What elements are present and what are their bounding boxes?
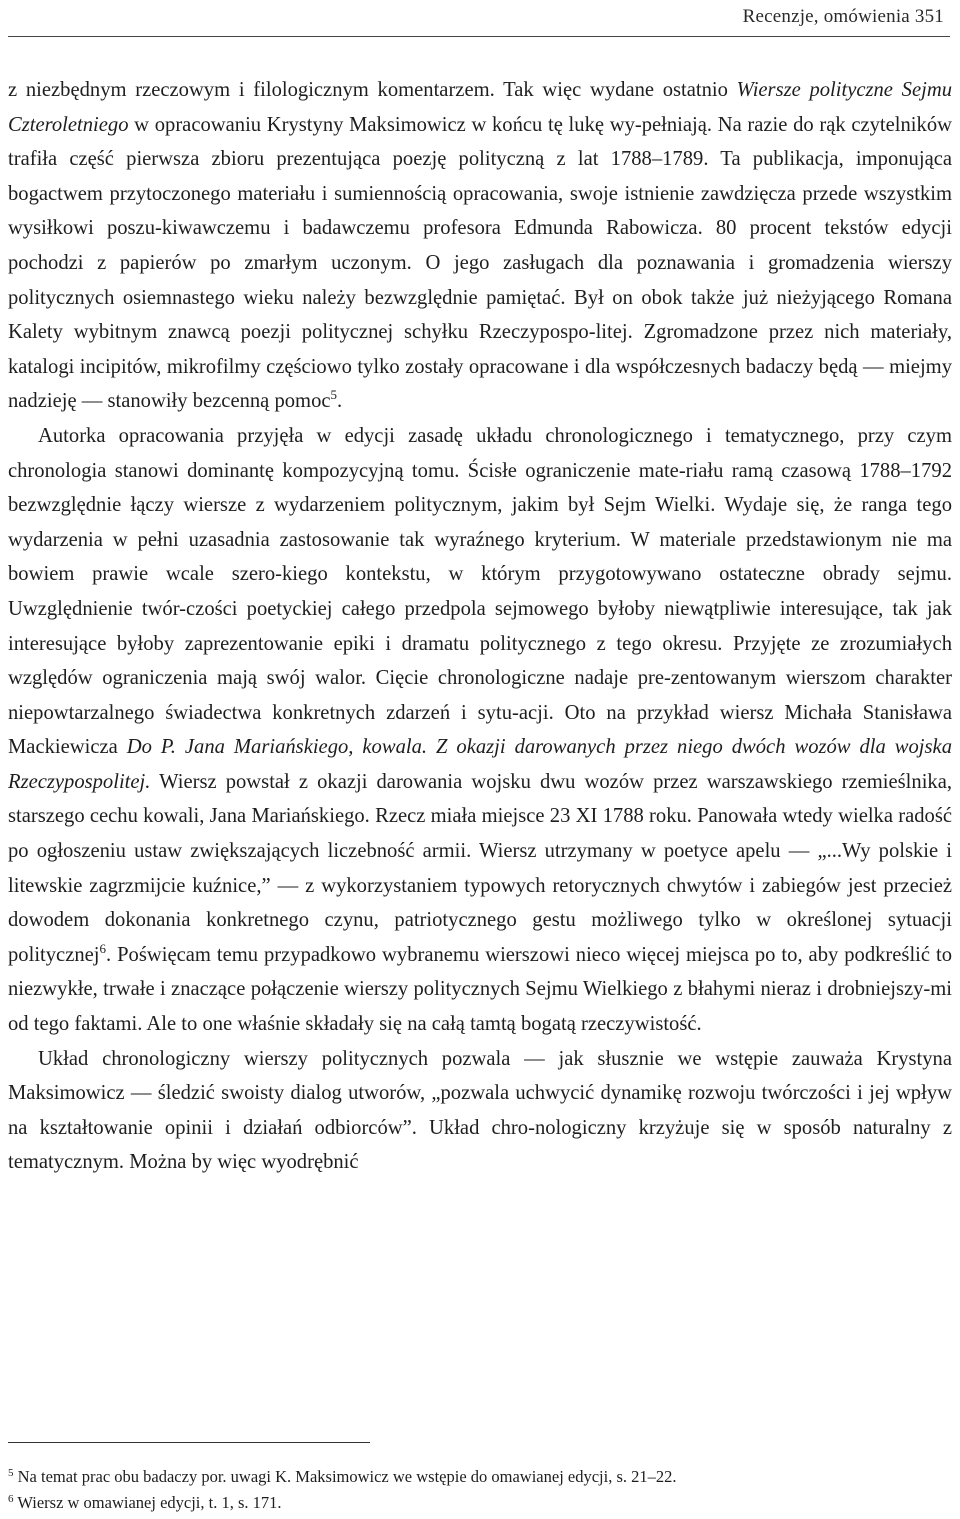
paragraph — [8, 1042, 952, 1180]
text-run: . Poświęcam temu przypadkowo wybranemu wierszowi nieco więcej miejsca po to, aby podkreślić to niezwykłe, trwałe i znaczące połączenie wierszy politycznych Sejmu Wielkiego z błahymi nieraz i drobniejszy-mi od tego faktami. Ale to one właśnie składały się na całą tamtą bogatą rzeczywistość. — [8, 943, 952, 1036]
footnotes — [8, 1464, 952, 1516]
footnote — [8, 1464, 952, 1490]
text-run: z niezbędnym rzeczowym i filologicznym komentarzem. Tak więc wydane ostatnio — [8, 79, 737, 101]
footnote-reference: 5 — [330, 387, 338, 403]
footnote-separator — [8, 1442, 370, 1443]
text-run: w opracowaniu Krystyny Maksimowicz w końcu tę lukę wy-pełniają. Na razie do rąk czytelników trafiła część pierwsza zbioru prezentująca poezję polityczną z lat 1788–1789. Ta publikacja, imponująca bogactwem przytoczonego materiału i sumiennością opracowania, swoje istnienie zawdzięcza przede wszystkim wysiłkowi poszu-kiwawczemu i badawczemu profesora Edmunda Rabowicza. 80 procent tekstów edycji pochodzi z papierów po zmarłym uczonym. O jego zasługach dla poznawania i gromadzenia wierszy politycznych osiemnastego wieku należy bezwzględnie pamiętać. Był on obok także już nieżyjącego Romana Kalety wybitnym znawcą poezji politycznej schyłku Rzeczypospo-litej. Zgromadzone przez nich materiały, katalogi incipitów, mikrofilmy częściowo tylko zostały opracowane i dla współczesnych badaczy będą — miejmy nadzieję — stanowiły bezcenną pomoc — [8, 113, 952, 413]
header-rule — [8, 36, 950, 37]
text-run: Wiersz powstał z okazji darowania wojsku dwu wozów przez warszawskiego rzemieślnika, starszego cechu kowali, Jana Mariańskiego. Rzecz miała miejsce 23 XI 1788 roku. Panowała wtedy wielka radość po ogłoszeniu ustaw zwiększających liczebność armii. Wiersz utrzymany w poetyce apelu — „...Wy polskie i litewskie zagrzmijcie kuźnice,” — z wykorzystaniem typowych retorycznych chwytów i zabiegów jest przecież dowodem dokonania konkretnego czynu, patriotycznego gestu możliwego tylko w określonej sytuacji politycznej — [8, 770, 952, 966]
footnote — [8, 1490, 952, 1516]
footnote-mark: 5 — [8, 1467, 14, 1479]
running-title: Recenzje, omówienia — [742, 6, 910, 27]
paragraph — [8, 73, 952, 419]
running-header — [743, 6, 944, 28]
italic-title: Do P. Jana Mariańskiego, kowala. Z okazji darowanych przez niego dwóch wozów dla wojska Rzeczypospolitej. — [8, 736, 952, 793]
footnote-text: Na temat prac obu badaczy por. uwagi K. Maksimowicz we wstępie do omawianej edycji, s. 21–22. — [17, 1467, 677, 1486]
paragraph — [8, 419, 952, 1042]
text-run: Układ chronologiczny wierszy politycznych pozwala — jak słusznie we wstępie zauważa Krystyna Maksimowicz — śledzić swoisty dialog utworów, „pozwala uchwycić dynamikę rozwoju twórczości i jej wpływ na kształtowanie opinii i działań odbiorców”. Układ chro-nologiczny krzyżuje się w sposób naturalny z tematycznym. Można by więc wyodrębnić — [8, 1047, 952, 1174]
footnote-reference: 6 — [99, 940, 106, 956]
footnote-text: Wiersz w omawianej edycji, t. 1, s. 171. — [17, 1493, 282, 1512]
main-text — [8, 73, 952, 1180]
footnote-mark: 6 — [8, 1493, 14, 1505]
text-run: . — [337, 390, 343, 413]
text-run: Autorka opracowania przyjęła w edycji zasadę układu chronologicznego i tematycznego, przy czym chronologia stanowi dominantę kompozycyjną tomu. Ścisłe ograniczenie mate-riału ramą czasową 1788–1792 bezwzględnie łączy wiersze z wydarzeniem politycznym, jakim był Sejm Wielki. Wydaje się, że ranga tego wydarzenia w pełni uzasadnia zastosowanie tak wyraźnego kryterium. W materiale przedstawionym nie ma bowiem prawie wcale szero-kiego kontekstu, w którym przygotowywano ostateczne obrady sejmu. Uwzględnienie twór-czości poetyckiej całego przedpola sejmowego byłoby niewątpliwie interesujące, tak jak interesujące byłoby zaprezentowanie epiki i dramatu politycznego z tego okresu. Przyjęte ze zrozumiałych względów ograniczenia mają swój walor. Cięcie chronologiczne nadaje pre-zentowanym wierszom charakter niepowtarzalnego świadectwa konkretnych zdarzeń i sytu-acji. Oto na przykład wiersz Michała Stanisława Mackiewicza — [8, 424, 952, 759]
page-number: 351 — [914, 6, 944, 27]
italic-title: Wiersze polityczne Sejmu Czteroletniego — [8, 79, 952, 136]
